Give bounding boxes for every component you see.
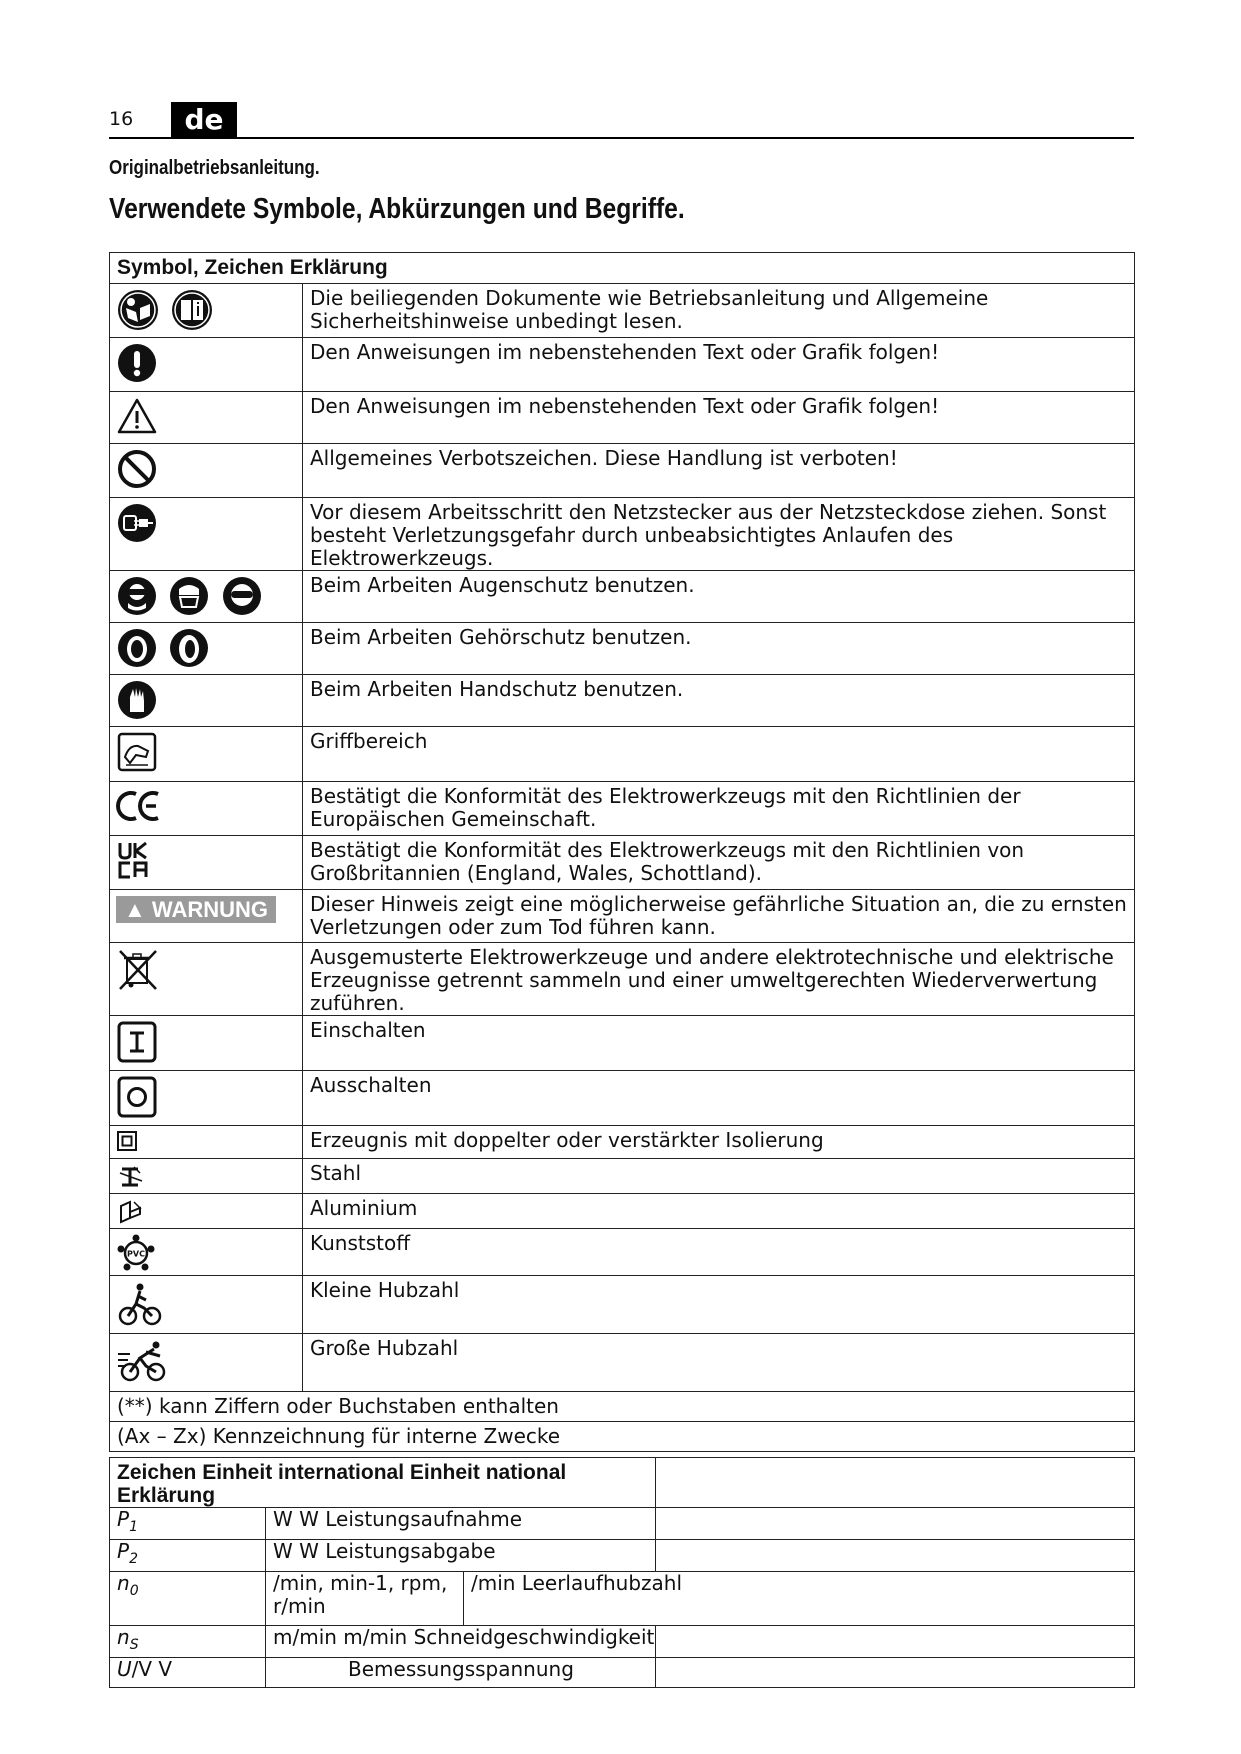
warning-triangle-icon <box>116 396 158 436</box>
symbol-description: Den Anweisungen im nebenstehenden Text oder Grafik folgen! <box>303 338 1135 392</box>
page-title: Verwendete Symbole, Abkürzungen und Begriffe. <box>109 193 685 225</box>
table-row <box>110 1626 1135 1658</box>
unit-explanation: Bemessungsspannung <box>266 1658 656 1688</box>
unit-symbol: U <box>117 1657 132 1681</box>
table-row <box>110 1334 1135 1392</box>
ear-muffs-icon <box>168 627 210 669</box>
symbol-description: Stahl <box>303 1159 1135 1194</box>
switch-on-icon <box>116 1020 158 1064</box>
unit-table <box>109 1457 1135 1688</box>
table-row <box>110 943 1135 1016</box>
steel-icon <box>116 1163 144 1191</box>
double-insulation-icon <box>116 1130 138 1152</box>
unplug-icon <box>116 502 158 544</box>
symbol-description: Griffbereich <box>303 727 1135 782</box>
unit-symbol: $P_2$ <box>110 1540 266 1572</box>
table-row <box>110 727 1135 782</box>
unit-table-header-empty <box>656 1458 1135 1508</box>
footnote: (Ax – Zx) Kennzeichnung für interne Zwecke <box>110 1422 1135 1452</box>
fast-cyclist-icon <box>116 1338 170 1384</box>
warning-label-icon: ▲ WARNUNG <box>116 896 276 923</box>
symbol-description: Erzeugnis mit doppelter oder verstärkter Isolierung <box>303 1126 1135 1159</box>
table-row <box>110 338 1135 392</box>
ukca-mark-icon <box>116 840 152 880</box>
switch-off-icon <box>116 1075 158 1119</box>
unit-table-header: Zeichen Einheit international Einheit national Erklärung <box>110 1458 656 1508</box>
ear-protection-icon <box>116 627 158 669</box>
symbol-description: Kleine Hubzahl <box>303 1276 1135 1334</box>
table-row <box>110 1159 1135 1194</box>
table-row <box>110 1422 1135 1452</box>
table-row <box>110 444 1135 498</box>
symbol-description: Beim Arbeiten Gehörschutz benutzen. <box>303 623 1135 675</box>
pvc-plastic-icon <box>116 1233 156 1273</box>
table-row <box>110 1392 1135 1422</box>
table-row <box>110 1071 1135 1126</box>
eye-protection-icon <box>116 575 158 617</box>
table-row <box>110 1572 1135 1626</box>
symbol-table <box>109 252 1135 1452</box>
table-row <box>110 1016 1135 1071</box>
table-row <box>110 571 1135 623</box>
unit-values: m/min m/min Schneidgeschwindigkeit <box>266 1626 656 1658</box>
goggles-icon <box>221 575 263 617</box>
unit-values: W W Leistungsabgabe <box>266 1540 656 1572</box>
footnote: (**) kann Ziffern oder Buchstaben enthalten <box>110 1392 1135 1422</box>
symbol-description: Vor diesem Arbeitsschritt den Netzstecker aus der Netzsteckdose ziehen. Sonst besteht Verletzungsgefahr durch unbeabsichtigtes Anlaufen des Elektrowerkzeugs. <box>303 498 1135 571</box>
symbol-description: Große Hubzahl <box>303 1334 1135 1392</box>
symbol-description: Ausschalten <box>303 1071 1135 1126</box>
unit-symbol: $n_S$ <box>110 1626 266 1658</box>
language-badge: de <box>171 102 237 138</box>
mandatory-exclamation-icon <box>116 342 158 384</box>
symbol-description: Beim Arbeiten Augenschutz benutzen. <box>303 571 1135 623</box>
aluminium-icon <box>116 1198 144 1226</box>
page-number: 16 <box>109 108 134 130</box>
table-row <box>110 623 1135 675</box>
symbol-description: Allgemeines Verbotszeichen. Diese Handlung ist verboten! <box>303 444 1135 498</box>
unit-explanation <box>656 1540 1135 1572</box>
unit-explanation: /min Leerlaufhubzahl <box>464 1572 1135 1626</box>
table-row <box>110 392 1135 444</box>
table-row <box>110 1658 1135 1688</box>
header-divider <box>109 137 1134 139</box>
table-row <box>110 1508 1135 1540</box>
symbol-table-header: Symbol, Zeichen Erklärung <box>110 253 1135 284</box>
table-row <box>110 675 1135 727</box>
unit-empty <box>656 1658 1135 1688</box>
weee-bin-icon <box>116 947 160 991</box>
table-row <box>110 1229 1135 1276</box>
svg-text:PVC: PVC <box>127 1249 145 1259</box>
read-manual-icon <box>116 288 160 332</box>
symbol-description: Bestätigt die Konformität des Elektrowerkzeugs mit den Richtlinien von Großbritannien (England, Wales, Schottland). <box>303 836 1135 890</box>
unit-symbol-cell: U/V V <box>110 1658 266 1688</box>
info-book-icon <box>170 288 214 332</box>
table-row <box>110 1276 1135 1334</box>
table-row <box>110 284 1135 338</box>
unit-values: W W Leistungsaufnahme <box>266 1508 656 1540</box>
table-row <box>110 498 1135 571</box>
symbol-description: Den Anweisungen im nebenstehenden Text oder Grafik folgen! <box>303 392 1135 444</box>
table-row <box>110 1540 1135 1572</box>
unit-symbol: $P_1$ <box>110 1508 266 1540</box>
warning-label-text: WARNUNG <box>151 897 268 922</box>
slow-cyclist-icon <box>116 1280 164 1328</box>
unit-values: /min, min-1, rpm, r/min <box>266 1572 464 1626</box>
symbol-description: Ausgemusterte Elektrowerkzeuge und andere elektrotechnische und elektrische Erzeugnisse getrennt sammeln und einer umweltgerechten Wiederverwertung zuführen. <box>303 943 1135 1016</box>
table-row <box>110 890 1135 943</box>
unit-explanation <box>656 1508 1135 1540</box>
document-subtitle: Originalbetriebsanleitung. <box>109 157 320 179</box>
unit-symbol: $n_0$ <box>110 1572 266 1626</box>
symbol-description: Aluminium <box>303 1194 1135 1229</box>
grip-area-icon <box>116 731 158 773</box>
table-row <box>110 836 1135 890</box>
symbol-description: Dieser Hinweis zeigt eine möglicherweise gefährliche Situation an, die zu ernsten Verletzungen oder zum Tod führen kann. <box>303 890 1135 943</box>
symbol-description: Kunststoff <box>303 1229 1135 1276</box>
symbol-description: Einschalten <box>303 1016 1135 1071</box>
table-row <box>110 782 1135 836</box>
table-row <box>110 1126 1135 1159</box>
symbol-description: Beim Arbeiten Handschutz benutzen. <box>303 675 1135 727</box>
symbol-description: Die beiliegenden Dokumente wie Betriebsanleitung und Allgemeine Sicherheitshinweise unbedingt lesen. <box>303 284 1135 338</box>
table-row <box>110 1194 1135 1229</box>
symbol-description: Bestätigt die Konformität des Elektrowerkzeugs mit den Richtlinien der Europäischen Gemeinschaft. <box>303 782 1135 836</box>
unit-values: V V <box>138 1657 173 1681</box>
ce-mark-icon <box>116 786 162 826</box>
unit-explanation <box>656 1626 1135 1658</box>
face-shield-icon <box>168 575 210 617</box>
prohibition-icon <box>116 448 158 490</box>
gloves-icon <box>116 679 158 721</box>
